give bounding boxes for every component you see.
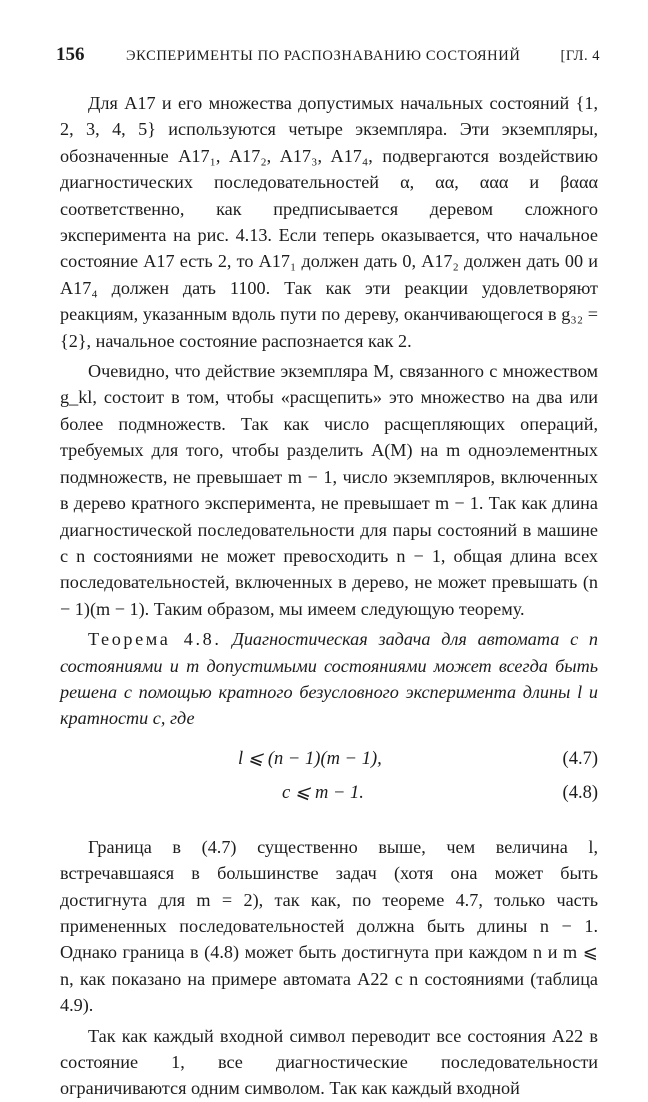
page-number: 156 (56, 44, 85, 65)
theorem (60, 626, 598, 732)
equation (60, 774, 598, 808)
chapter-label: [ГЛ. 4 (560, 48, 600, 64)
page-header (56, 44, 600, 72)
running-title: ЭКСПЕРИМЕНТЫ ПО РАСПОЗНАВАНИЮ СОСТОЯНИЙ (126, 48, 521, 64)
paragraph: Так как каждый входной символ переводит все состояния A22 в состояние 1, все диагностические последовательности ограничиваются одним символом. Так как каждый входной (60, 1025, 598, 1099)
equation-expression: l ⩽ (n − 1)(m − 1), (238, 748, 382, 769)
equation (60, 740, 598, 774)
equation-block (60, 740, 598, 808)
equation-expression: c ⩽ m − 1. (282, 782, 364, 803)
paragraph: Граница в (4.7) существенно выше, чем величина l, встречавшаяся в большинстве задач (хотя она может быть достигнута для m = 2), так как, по теореме 4.7, только часть примененных последовательностей должна быть длины n − 1. Однако граница в (4.8) может быть достигнута при каждом n и m ⩽ n, как показано на примере автомата A22 с n состояниями (таблица 4.9). (60, 836, 598, 1016)
theorem-label: Теорема 4.8. (88, 629, 222, 650)
paragraph: Для A17 и его множества допустимых начальных состояний {1, 2, 3, 4, 5} используются четыре экземпляра. Эти экземпляры, обозначенные A17₁, A17₂, A17₃, A17₄, подвергаются воздействию диагностических последовательностей α, αα, ααα и βααα соответственно, как предписывается деревом сложного эксперимента на рис. 4.13. Если теперь оказывается, что начальное состояние A17 есть 2, то A17₁ должен дать 0, A17₂ должен дать 00 и A17₄ должен дать 1100. Так как эти реакции удовлетворяют реакциям, указанным вдоль пути по дереву, оканчивающегося в g₃₂ = {2}, начальное состояние распознается как 2. (60, 93, 598, 351)
equation-number: (4.8) (562, 782, 598, 803)
page-body (60, 90, 598, 1102)
paragraph: Очевидно, что действие экземпляра M, связанного с множеством g_kl, состоит в том, чтобы «расщепить» это множество на два или более подмножеств. Так как число расщепляющих операций, требуемых для того, чтобы разделить A(M) на m одноэлементных подмножеств, не превышает m − 1, число экземпляров, включенных в дерево кратного эксперимента, не превышает m − 1. Так как длина диагностической последовательности для пары состояний в машине с n состояниями не может превосходить n − 1, общая длина всех последовательностей, включенных в дерево, не может превышать (n − 1)(m − 1). Таким образом, мы имеем следующую теорему. (60, 361, 598, 619)
equation-number: (4.7) (562, 748, 598, 769)
theorem-statement: Диагностическая задача для автомата с n состояниями и m допустимыми состояниями может всегда быть решена с помощью кратного безусловного эксперимента длины l и кратности c, где (60, 629, 599, 729)
